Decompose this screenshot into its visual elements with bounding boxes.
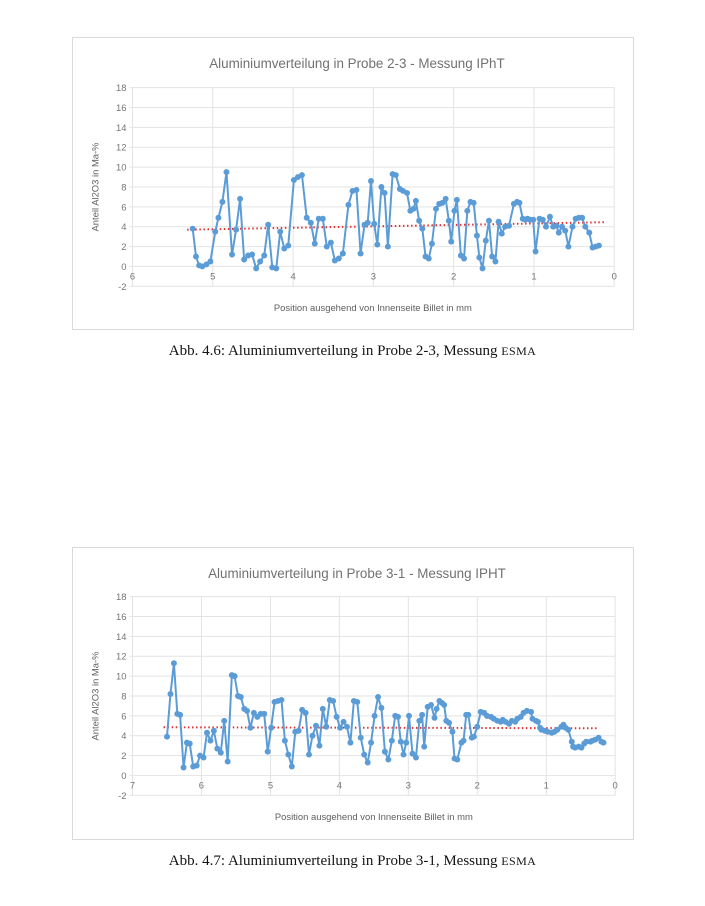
- svg-text:10: 10: [116, 670, 127, 682]
- svg-text:6: 6: [129, 270, 136, 282]
- svg-text:4: 4: [290, 270, 296, 282]
- svg-text:2: 2: [474, 779, 480, 791]
- y-axis-title: Anteil Al2O3 in Ma-%: [89, 142, 101, 232]
- caption-text: Aluminiumverteilung in Probe 2-3, Messung: [225, 343, 502, 359]
- plot-area: [116, 591, 618, 801]
- svg-text:0: 0: [612, 779, 618, 791]
- svg-text:6: 6: [121, 710, 127, 722]
- svg-text:-2: -2: [118, 280, 127, 292]
- svg-text:0: 0: [121, 769, 127, 781]
- svg-text:12: 12: [116, 141, 127, 153]
- svg-text:0: 0: [121, 260, 127, 272]
- svg-text:12: 12: [116, 650, 127, 662]
- figure-caption-4-7: [0, 853, 705, 870]
- svg-text:0: 0: [611, 270, 617, 282]
- caption-smallcaps: ESMA: [501, 344, 537, 358]
- chart-canvas-probe-2-3: [73, 38, 633, 329]
- svg-text:5: 5: [210, 270, 216, 282]
- svg-text:18: 18: [116, 591, 127, 603]
- svg-text:3: 3: [370, 270, 376, 282]
- svg-text:2: 2: [450, 270, 457, 282]
- svg-text:-2: -2: [118, 789, 127, 801]
- svg-text:4: 4: [336, 779, 343, 791]
- caption-smallcaps: ESMA: [501, 854, 537, 868]
- svg-text:5: 5: [267, 779, 274, 791]
- svg-text:8: 8: [121, 690, 127, 702]
- chart-title: Aluminiumverteilung in Probe 3-1 - Messung IPHT: [208, 565, 506, 581]
- svg-text:10: 10: [116, 161, 127, 173]
- caption-label: Abb. 4.7:: [168, 853, 226, 869]
- svg-text:14: 14: [116, 121, 127, 133]
- svg-text:18: 18: [116, 82, 127, 94]
- y-axis-title: Anteil Al2O3 in Ma-%: [89, 651, 101, 741]
- figure-caption-4-6: [0, 343, 705, 360]
- svg-text:4: 4: [121, 730, 127, 742]
- svg-text:1: 1: [531, 270, 537, 282]
- svg-text:16: 16: [116, 611, 127, 623]
- svg-text:2: 2: [121, 241, 127, 253]
- caption-text: Aluminiumverteilung in Probe 3-1, Messung: [225, 853, 502, 869]
- svg-text:6: 6: [198, 779, 205, 791]
- svg-text:14: 14: [116, 630, 127, 642]
- caption-label: Abb. 4.6:: [168, 343, 226, 359]
- x-axis-title: Position ausgehend von Innenseite Billet in mm: [273, 302, 472, 314]
- svg-text:7: 7: [129, 779, 136, 791]
- svg-text:2: 2: [121, 750, 127, 762]
- svg-text:6: 6: [121, 201, 127, 213]
- figure-chart-probe-3-1: [72, 547, 634, 840]
- x-axis-title: Position ausgehend von Innenseite Billet in mm: [274, 811, 473, 823]
- figure-chart-probe-2-3: [72, 37, 634, 330]
- chart-canvas-probe-3-1: [73, 548, 633, 839]
- svg-text:1: 1: [543, 779, 549, 791]
- svg-text:3: 3: [405, 779, 411, 791]
- svg-text:8: 8: [121, 181, 127, 193]
- plot-area: [116, 82, 617, 292]
- svg-text:4: 4: [121, 221, 127, 233]
- chart-title: Aluminiumverteilung in Probe 2-3 - Messung IPhT: [209, 55, 505, 71]
- svg-text:16: 16: [116, 101, 127, 113]
